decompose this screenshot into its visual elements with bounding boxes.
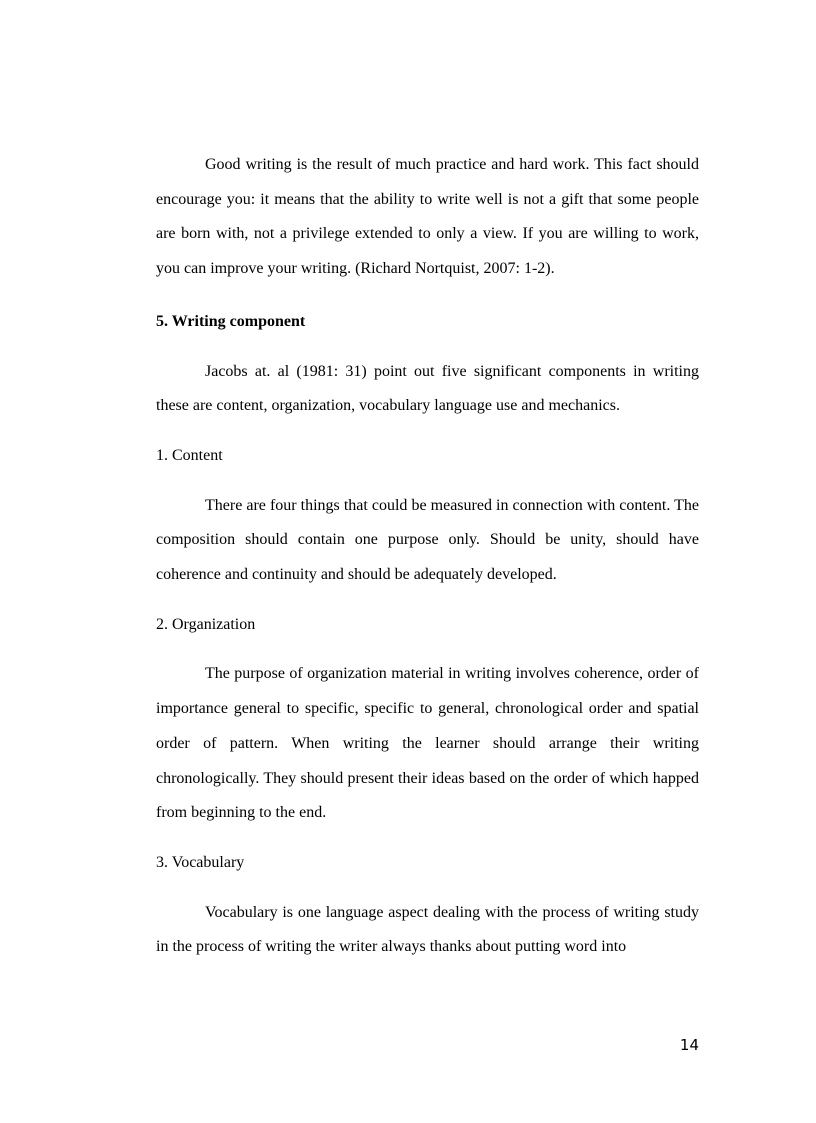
subheading-content: 1. Content	[156, 446, 223, 464]
intro-paragraph: Good writing is the result of much practice and hard work. This fact should encourage you: it means that the ability to write well is not a gift that some people are born with, not a privilege extended to only a view. If you are willing to work, you can improve your writing. (Richard Nortquist, 2007: 1-2).	[156, 156, 699, 278]
organization-paragraph: The purpose of organization material in writing involves coherence, order of importance general to specific, specific to general, chronological order and spatial order of pattern. When writing the learner should arrange their writing chronologically. They should present their ideas based on the order of which happed from beginning to the end.	[156, 665, 699, 822]
content-paragraph: There are four things that could be measured in connection with content. The composition should contain one purpose only. Should be unity, should have coherence and continuity and should be adequately developed.	[156, 496, 699, 584]
components-intro-paragraph: Jacobs at. al (1981: 31) point out five significant components in writing these are content, organization, vocabulary language use and mechanics.	[156, 362, 699, 415]
subheading-organization: 2. Organization	[156, 615, 256, 633]
vocabulary-paragraph: Vocabulary is one language aspect dealing with the process of writing study in the process of writing the writer always thanks about putting word into	[156, 903, 699, 956]
page-number: 14	[679, 1036, 699, 1054]
subheading-vocabulary: 3. Vocabulary	[156, 853, 245, 871]
section-heading-writing-component: 5. Writing component	[156, 312, 306, 330]
document-page	[156, 148, 699, 965]
